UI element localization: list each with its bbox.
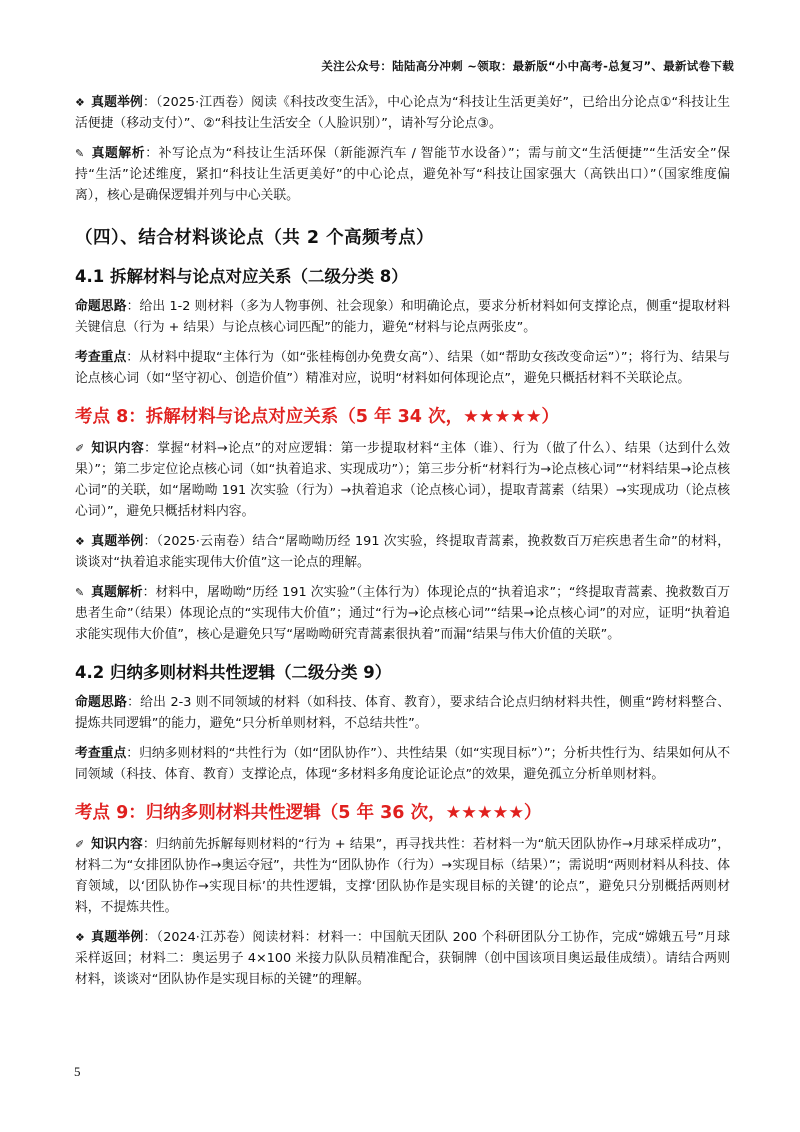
idea-paragraph-4-1 — [75, 296, 730, 338]
main-content — [75, 92, 730, 999]
example-text: ：（2024·江苏卷）阅读材料：材料一：中国航天团队 200 个科研团队分工协作，完成“嫦娥五号”月球采样返回；材料二：奥运男子 4×100 米接力队队员精准配合，获铜牌（创中国该项目奥运最佳成绩）。请结合两则材料，谈谈对“团队协作是实现目标的关键”的理解。 — [75, 930, 731, 987]
subsection-heading-4-1: 4.1 拆解材料与论点对应关系（二级分类 8） — [75, 267, 408, 286]
kaodian-8-heading: 考点 8：拆解材料与论点对应关系（5 年 34 次，★★★★★） — [75, 407, 560, 427]
subsection-heading-4-2: 4.2 归纳多则材料共性逻辑（二级分类 9） — [75, 663, 392, 682]
pencil-icon: ✎ — [75, 147, 85, 160]
diamond-icon: ❖ — [75, 96, 85, 109]
example-paragraph-top — [75, 92, 730, 134]
knowledge-text: ：掌握“材料→论点”的对应逻辑：第一步提取材料“主体（谁）、行为（做了什么）、结果（达到什么效果）”；第二步定位论点核心词（如“执着追求、实现成功”）；第三步分析“材料行为→论点核心词”“材料结果→论点核心词”的关联，如“屠呦呦 191 次实验（行为）→执着追求（论点核心词），提取青蒿素（结果）→实现成功（论点核心词）”，避免只概括材料内容。 — [75, 441, 731, 519]
idea-text: ：给出 1-2 则材料（多为人物事例、社会现象）和明确论点，要求分析材料如何支撑论点，侧重“提取材料关键信息（行为 + 结果）与论点核心词匹配”的能力，避免“材料与论点两张皮”。 — [75, 299, 730, 335]
page-number: 5 — [74, 1064, 81, 1079]
example-text: ：（2025·云南卷）结合“屠呦呦历经 191 次实验，终提取青蒿素，挽救数百万疟疾患者生命”的材料，谈谈对“执着追求能实现伟大价值”这一论点的理解。 — [75, 534, 731, 570]
kaodian-9-heading: 考点 9：归纳多则材料共性逻辑（5 年 36 次，★★★★★） — [75, 803, 542, 823]
example-paragraph-8 — [75, 531, 730, 573]
diamond-icon: ❖ — [75, 535, 85, 548]
page-header: 关注公众号：陆陆高分冲刺 ~领取：最新版“小中高考-总复习”、最新试卷下载 — [321, 59, 734, 73]
analysis-paragraph-8 — [75, 582, 730, 645]
idea-label: 命题思路 — [75, 299, 127, 314]
example-label: 真题举例 — [91, 930, 144, 945]
knowledge-text: ：归纳前先拆解每则材料的“行为 + 结果”，再寻找共性：若材料一为“航天团队协作→月球采样成功”，材料二为“女排团队协作→奥运夺冠”，共性为“团队协作（行为）→实现目标（结果）”；需说明“两则材料从科技、体育领域，以‘团队协作→实现目标’的共性逻辑，支撑‘团队协作是实现目标的关键’的论点”，避免只分别概括两则材料，不提炼共性。 — [75, 837, 731, 915]
focus-paragraph-4-1 — [75, 347, 730, 389]
section-heading-4: （四）、结合材料谈论点（共 2 个高频考点） — [75, 228, 435, 248]
knowledge-paragraph-9 — [75, 834, 730, 918]
pen-icon: ✐ — [75, 442, 85, 455]
analysis-text: ：材料中，屠呦呦“历经 191 次实验”（主体行为）体现论点的“执着追求”；“终提取青蒿素、挽救数百万患者生命”（结果）体现论点的“实现伟大价值”；通过“行为→论点核心词”“结果→论点核心词”的对应，证明“执着追求能实现伟大价值”，核心是避免只写“屠呦呦研究青蒿素很执着”而漏“结果与伟大价值的关联”。 — [75, 585, 731, 642]
analysis-paragraph-top — [75, 143, 730, 206]
example-paragraph-9 — [75, 927, 730, 990]
pencil-icon: ✎ — [75, 586, 85, 599]
idea-text: ：给出 2-3 则不同领域的材料（如科技、体育、教育），要求结合论点归纳材料共性，侧重“跨材料整合、提炼共同逻辑”的能力，避免“只分析单则材料，不总结共性”。 — [75, 695, 730, 731]
example-label: 真题举例 — [91, 534, 144, 549]
example-text: ：（2025·江西卷）阅读《科技改变生活》，中心论点为“科技让生活更美好”，已给出分论点①“科技让生活便捷（移动支付）”、②“科技让生活安全（人脸识别）”，请补写分论点③。 — [75, 95, 730, 131]
focus-paragraph-4-2 — [75, 743, 730, 785]
analysis-text: ：补写论点为“科技让生活环保（新能源汽车 / 智能节水设备）”；需与前文“生活便捷”“生活安全”保持“生活”论述维度，紧扣“科技让生活更美好”的中心论点，避免补写“科技让国家强大（高铁出口）”（国家维度偏离），核心是确保逻辑并列与中心关联。 — [75, 146, 731, 203]
pen-icon: ✐ — [75, 838, 85, 851]
analysis-label: 真题解析 — [91, 146, 146, 161]
idea-label: 命题思路 — [75, 695, 128, 710]
example-label: 真题举例 — [91, 95, 143, 110]
knowledge-label: 知识内容 — [91, 441, 145, 456]
focus-text: ：从材料中提取“主体行为（如“张桂梅创办免费女高”）、结果（如“帮助女孩改变命运”）”；将行为、结果与论点核心词（如“坚守初心、创造价值”）精准对应，说明“材料如何体现论点”，避免只概括材料不关联论点。 — [75, 350, 730, 386]
knowledge-label: 知识内容 — [91, 837, 143, 852]
diamond-icon: ❖ — [75, 931, 85, 944]
idea-paragraph-4-2 — [75, 692, 730, 734]
focus-label: 考查重点 — [75, 350, 127, 365]
focus-text: ：归纳多则材料的“共性行为（如“团队协作”）、共性结果（如“实现目标”）”；分析共性行为、结果如何从不同领域（科技、体育、教育）支撑论点，体现“多材料多角度论证论点”的效果，避免孤立分析单则材料。 — [75, 746, 730, 782]
knowledge-paragraph-8 — [75, 438, 730, 522]
analysis-label: 真题解析 — [91, 585, 143, 600]
focus-label: 考查重点 — [75, 746, 127, 761]
